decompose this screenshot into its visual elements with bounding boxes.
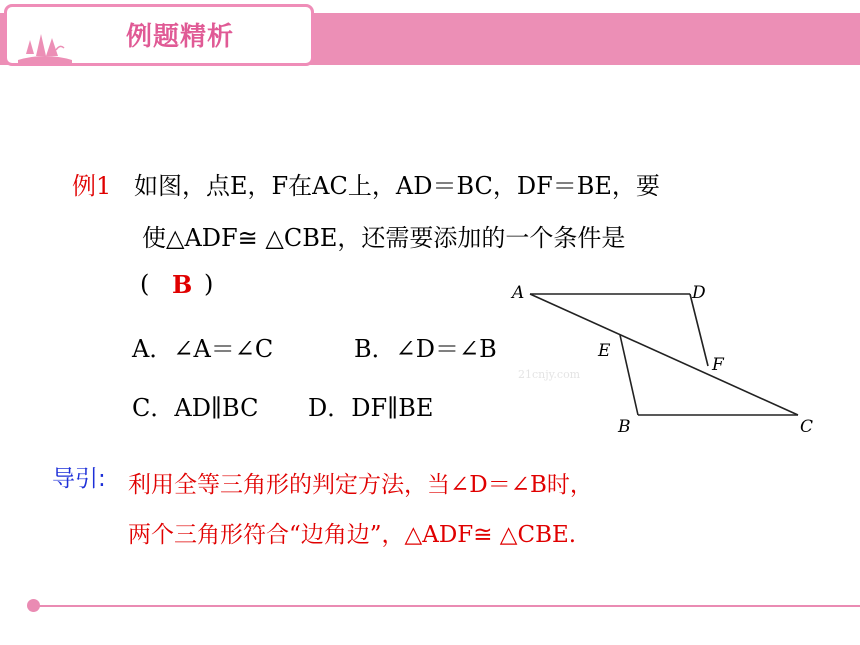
answer-value: B xyxy=(172,270,193,299)
point-c-label: C xyxy=(800,417,814,437)
guide-line-1: 利用全等三角形的判定方法，当∠D＝∠B时， xyxy=(128,472,593,498)
option-d: D．DF∥BE xyxy=(308,394,434,422)
point-e-label: E xyxy=(598,341,611,361)
question-line-1: 如图，点E，F在AC上，AD＝BC，DF＝BE，要 xyxy=(134,172,660,200)
guide-line-2: 两个三角形符合“边角边”，△ADF≅ △CBE. xyxy=(128,522,577,548)
option-b: B．∠D＝∠B xyxy=(354,335,497,363)
point-d-label: D xyxy=(692,283,706,303)
answer-paren-open: ( xyxy=(140,270,150,298)
option-a: A．∠A＝∠C xyxy=(132,335,274,363)
island-logo-icon xyxy=(16,30,74,64)
section-title: 例题精析 xyxy=(126,22,235,52)
point-a-label: A xyxy=(512,283,525,303)
question-line-2: 使△ADF≅ △CBE，还需要添加的一个条件是 xyxy=(142,224,626,252)
geometry-figure xyxy=(500,270,830,440)
option-c: C．AD∥BC xyxy=(132,394,259,422)
point-f-label: F xyxy=(712,355,724,375)
example-label: 例1 xyxy=(72,172,112,200)
answer-paren-close: ) xyxy=(204,270,214,298)
footer-line xyxy=(34,605,860,607)
point-b-label: B xyxy=(618,417,631,437)
watermark: 21cnjy.com xyxy=(518,368,581,381)
guide-label: 导引: xyxy=(52,466,106,492)
